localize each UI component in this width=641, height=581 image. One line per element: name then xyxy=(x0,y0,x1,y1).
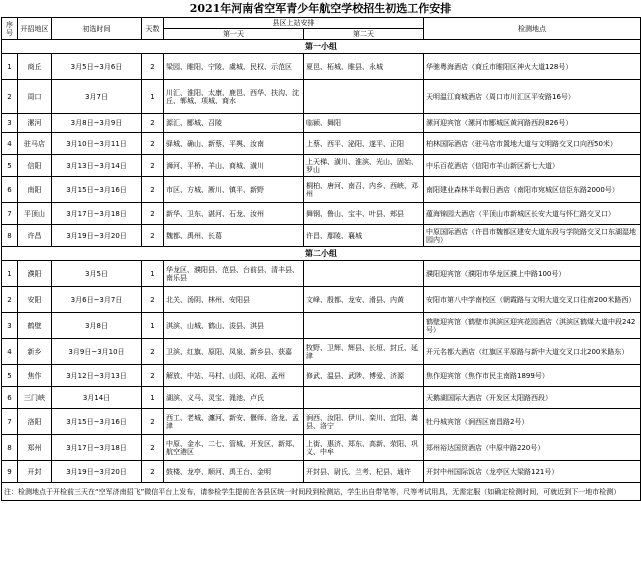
row-day1: 西工、老城、瀍河、新安、偃师、洛龙、孟津 xyxy=(164,409,304,435)
row-days: 2 xyxy=(142,339,164,365)
table-row xyxy=(2,461,641,483)
row-time: 3月19日~3月20日 xyxy=(52,461,142,483)
row-day1: 华龙区、濮阳县、范县、台前县、清丰县、南乐县 xyxy=(164,261,304,287)
footnote: 注：检测地点于开检前三天在“空军济南招飞”微信平台上发布，请参检学生提前在各县区统一时间段到检测站，学生出自带笔等，尺等考试用具，无需定服（如确定检测时间，可就近到下一地市检测） xyxy=(2,483,641,501)
row-time: 3月9日~3月10日 xyxy=(52,339,142,365)
row-days: 1 xyxy=(142,261,164,287)
row-day2: 上天梯、潢川、淮滨、光山、固始、罗山 xyxy=(304,155,424,177)
row-day2: 桐柏、唐河、南召、内乡、西峡、邓州 xyxy=(304,177,424,203)
row-day2: 修武、温县、武陟、博爱、济源 xyxy=(304,365,424,387)
row-index: 8 xyxy=(2,225,18,247)
row-day1: 淇滨、山城、鹤山、浚县、淇县 xyxy=(164,313,304,339)
table-row xyxy=(2,435,641,461)
row-location: 濮阳迎宾馆（濮阳市华龙区濮上中路100号） xyxy=(424,261,641,287)
row-index: 6 xyxy=(2,387,18,409)
row-index: 4 xyxy=(2,339,18,365)
row-day1: 浉河、平桥、羊山、商城、潢川 xyxy=(164,155,304,177)
table-row xyxy=(2,339,641,365)
row-day2: 涧西、汝阳、伊川、栾川、宜阳、嵩县、洛宁 xyxy=(304,409,424,435)
row-time: 3月5日 xyxy=(52,261,142,287)
row-area: 新乡 xyxy=(18,339,52,365)
row-day1: 驿城、确山、新蔡、平舆、汝南 xyxy=(164,133,304,155)
row-location: 开元名都大酒店（红旗区平原路与新中大道交叉口北200米路东） xyxy=(424,339,641,365)
row-days: 1 xyxy=(142,80,164,114)
row-days: 2 xyxy=(142,409,164,435)
table-row xyxy=(2,365,641,387)
row-area: 平顶山 xyxy=(18,203,52,225)
row-day2 xyxy=(304,313,424,339)
row-area: 商丘 xyxy=(18,54,52,80)
row-index: 4 xyxy=(2,133,18,155)
row-day1: 鼓楼、龙亭、顺河、禹王台、金明 xyxy=(164,461,304,483)
row-location: 漯河迎宾馆（漯河市郾城区黄河路西段826号） xyxy=(424,114,641,133)
row-time: 3月19日~3月20日 xyxy=(52,225,142,247)
row-days: 2 xyxy=(142,365,164,387)
row-time: 3月15日~3月16日 xyxy=(52,177,142,203)
row-time: 3月5日~3月6日 xyxy=(52,54,142,80)
table-row xyxy=(2,133,641,155)
row-time: 3月13日~3月14日 xyxy=(52,155,142,177)
row-area: 许昌 xyxy=(18,225,52,247)
row-index: 7 xyxy=(2,409,18,435)
row-area: 南阳 xyxy=(18,177,52,203)
row-location: 华驰粤海酒店（商丘市睢阳区神火大道128号） xyxy=(424,54,641,80)
row-area: 信阳 xyxy=(18,155,52,177)
row-time: 3月15日~3月16日 xyxy=(52,409,142,435)
row-location: 焦作迎宾馆（焦作市民主南路1899号） xyxy=(424,365,641,387)
row-days: 2 xyxy=(142,133,164,155)
row-index: 6 xyxy=(2,177,18,203)
row-location: 柏林国际酒店（驻马店市置地大道与文明路交叉口向西50米） xyxy=(424,133,641,155)
row-days: 2 xyxy=(142,225,164,247)
row-day1: 中原、金水、二七、管城、开发区、新郑、航空港区 xyxy=(164,435,304,461)
table-row xyxy=(2,177,641,203)
row-day1: 市区、方城、淅川、镇平、新野 xyxy=(164,177,304,203)
row-index: 5 xyxy=(2,365,18,387)
row-day2: 许昌、鄢陵、襄城 xyxy=(304,225,424,247)
row-time: 3月14日 xyxy=(52,387,142,409)
header-time: 初选时间 xyxy=(52,18,142,40)
row-days: 2 xyxy=(142,435,164,461)
schedule-table xyxy=(1,17,641,501)
row-location: 牡丹城宾馆（涧西区南昌路2号） xyxy=(424,409,641,435)
row-area: 濮阳 xyxy=(18,261,52,287)
header-day1: 第一天 xyxy=(164,29,304,40)
row-index: 9 xyxy=(2,461,18,483)
row-location: 中乐百花酒店（信阳市羊山新区新七大道） xyxy=(424,155,641,177)
row-days: 2 xyxy=(142,177,164,203)
row-time: 3月17日~3月18日 xyxy=(52,435,142,461)
row-days: 2 xyxy=(142,114,164,133)
row-day2: 文峰、殷都、龙安、滑县、内黄 xyxy=(304,287,424,313)
row-days: 2 xyxy=(142,155,164,177)
row-days: 2 xyxy=(142,287,164,313)
row-area: 驻马店 xyxy=(18,133,52,155)
page-title: 2021年河南省空军青少年航空学校招生初选工作安排 xyxy=(189,2,452,15)
row-index: 3 xyxy=(2,313,18,339)
row-day1: 卫滨、红旗、原阳、凤泉、新乡县、获嘉 xyxy=(164,339,304,365)
row-day1: 湖滨、义马、灵宝、渑池、卢氏 xyxy=(164,387,304,409)
header-day2: 第二天 xyxy=(304,29,424,40)
table-row xyxy=(2,387,641,409)
row-location: 中原国际酒店（许昌市魏都区建安大道东段与学院路交叉口东湖湿地园内） xyxy=(424,225,641,247)
row-index: 1 xyxy=(2,54,18,80)
row-index: 2 xyxy=(2,80,18,114)
row-day1: 魏都、禹州、长葛 xyxy=(164,225,304,247)
row-days: 2 xyxy=(142,54,164,80)
row-day2: 牧野、卫辉、辉县、长垣、封丘、延津 xyxy=(304,339,424,365)
row-day1: 解放、中站、马村、山阳、沁阳、孟州 xyxy=(164,365,304,387)
row-days: 1 xyxy=(142,313,164,339)
row-area: 三门峡 xyxy=(18,387,52,409)
row-day2: 临颍、舞阳 xyxy=(304,114,424,133)
header-county: 县区上站安排 xyxy=(164,18,424,29)
row-area: 周口 xyxy=(18,80,52,114)
row-area: 开封 xyxy=(18,461,52,483)
row-day1: 梁园、睢阳、宁陵、虞城、民权、示范区 xyxy=(164,54,304,80)
row-day2 xyxy=(304,387,424,409)
row-area: 郑州 xyxy=(18,435,52,461)
group2-label: 第二小组 xyxy=(2,247,641,261)
table-row xyxy=(2,225,641,247)
row-time: 3月7日 xyxy=(52,80,142,114)
row-day1: 源汇、郾城、召陵 xyxy=(164,114,304,133)
row-time: 3月8日~3月9日 xyxy=(52,114,142,133)
row-index: 7 xyxy=(2,203,18,225)
table-row xyxy=(2,313,641,339)
row-day2: 夏邑、柘城、睢县、永城 xyxy=(304,54,424,80)
row-time: 3月12日~3月13日 xyxy=(52,365,142,387)
table-row xyxy=(2,261,641,287)
row-index: 8 xyxy=(2,435,18,461)
row-time: 3月17日~3月18日 xyxy=(52,203,142,225)
table-row xyxy=(2,114,641,133)
row-time: 3月8日 xyxy=(52,313,142,339)
row-day2: 开封县、尉氏、兰考、杞县、通许 xyxy=(304,461,424,483)
row-day2 xyxy=(304,261,424,287)
row-day2: 舞钢、鲁山、宝丰、叶县、郏县 xyxy=(304,203,424,225)
row-index: 5 xyxy=(2,155,18,177)
group1-label: 第一小组 xyxy=(2,40,641,54)
row-time: 3月10日~3月11日 xyxy=(52,133,142,155)
header-location: 检测地点 xyxy=(424,18,641,40)
row-location: 开封中州国际饭店（龙亭区大梁路121号） xyxy=(424,461,641,483)
row-area: 漯河 xyxy=(18,114,52,133)
row-location: 天明温江商城酒店（周口市川汇区平安路16号） xyxy=(424,80,641,114)
row-day1: 川汇、淮阳、太康、鹿邑、西华、扶沟、沈丘、郸城、项城、商水 xyxy=(164,80,304,114)
table-row xyxy=(2,155,641,177)
table-row xyxy=(2,80,641,114)
row-area: 鹤壁 xyxy=(18,313,52,339)
table-row xyxy=(2,409,641,435)
header-area: 开招地区 xyxy=(18,18,52,40)
table-row xyxy=(2,203,641,225)
row-location: 蕴海锦园大酒店（平顶山市新城区长安大道与怀仁路交叉口） xyxy=(424,203,641,225)
row-day2: 上蔡、西平、泌阳、遂平、正阳 xyxy=(304,133,424,155)
table-row xyxy=(2,54,641,80)
row-area: 焦作 xyxy=(18,365,52,387)
row-location: 天鹅湖国际大酒店（开发区太阳路西段） xyxy=(424,387,641,409)
row-index: 1 xyxy=(2,261,18,287)
row-days: 2 xyxy=(142,461,164,483)
row-location: 南阳建业森林半岛假日酒店（南阳市宛城区信臣东路2000号） xyxy=(424,177,641,203)
row-index: 2 xyxy=(2,287,18,313)
row-days: 2 xyxy=(142,203,164,225)
row-day2 xyxy=(304,80,424,114)
row-days: 1 xyxy=(142,387,164,409)
row-index: 3 xyxy=(2,114,18,133)
row-location: 安阳市第八中学南校区（朝霞路与文明大道交叉口往南200米路西） xyxy=(424,287,641,313)
row-location: 鹤壁迎宾馆（鹤壁市淇滨区迎宾花园酒店（淇滨区鹤煤大道中段242号） xyxy=(424,313,641,339)
row-area: 安阳 xyxy=(18,287,52,313)
table-row xyxy=(2,287,641,313)
row-area: 洛阳 xyxy=(18,409,52,435)
header-days: 天数 xyxy=(142,18,164,40)
row-day1: 新华、卫东、湛河、石龙、汝州 xyxy=(164,203,304,225)
row-day2: 上街、惠济、郑东、高新、荥阳、巩义、中牟 xyxy=(304,435,424,461)
header-index: 序号 xyxy=(2,18,18,40)
row-day1: 北关、汤阴、林州、安阳县 xyxy=(164,287,304,313)
row-time: 3月6日~3月7日 xyxy=(52,287,142,313)
row-location: 郑州裕达国贸酒店（中原中路220号） xyxy=(424,435,641,461)
